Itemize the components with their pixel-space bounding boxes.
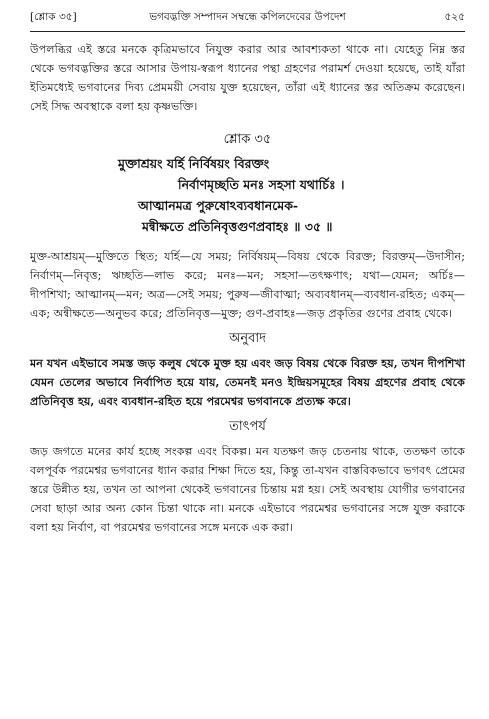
translation-heading: অনুবাদ — [229, 331, 266, 346]
page-number: ৫২৫ — [444, 11, 465, 23]
verse-line-2: নির্বাণমৃচ্ছতি মনঃ সহসা যথার্চিঃ । — [178, 177, 345, 192]
header-divider — [30, 31, 465, 32]
translation-text: মন যখন এইভাবে সমস্ত জড় কলুষ থেকে মুক্ত হয় এবং জড় বিষয় থেকে বিরক্ত হয়, তখন দীপশিখা যেমন তেলের অভাবে নির্বাপিত হয়ে যায়, তেমনই মনও ইন্দ্রিয়সমূহের বিষয় গ্রহণের প্রবাহ থেকে প্রতিনিবৃত্ত হয়, এবং ব্যবধান-রহিত হয়ে পরমেশ্বর ভগবানকে প্রত্যক্ষ করে। — [30, 356, 465, 408]
intro-paragraph: উপলব্ধির এই স্তরে মনকে কৃত্রিমভাবে নিযুক্ত করার আর আবশ্যকতা থাকে না। যেহেতু নিম্ন স্তর থেকে ভগবদ্ভক্তির স্তরে আসার উপায়-স্বরূপ ধ্যানের পন্থা গ্রহণের পরামর্শ দেওয়া হয়েছে, তাই যাঁরা ইতিমধ্যেই ভগবানের দিব্য প্রেমময়ী সেবায় যুক্ত হয়েছেন, তাঁরা এই ধ্যানের স্তর অতিক্রম করেছেন। সেই সিদ্ধ অবস্থাকে বলা হয় কৃষ্ণভক্তি। — [30, 43, 465, 113]
header-chapter-title: ভগবদ্ভক্তি সম্পাদন সম্বন্ধে কপিলদেবের উপদেশ — [149, 11, 346, 23]
header-verse-number: [শ্লোক ৩৫] — [30, 11, 77, 23]
purport-heading: তাৎপর্য — [229, 419, 266, 434]
verse-line-4: মন্বীক্ষতে প্রতিনিবৃত্তগুণপ্রবাহঃ ॥ ৩৫ ॥ — [142, 219, 333, 234]
running-header — [30, 10, 465, 31]
word-for-word-synonyms: মুক্ত-আশ্রয়ম্—মুক্তিতে স্থিত; যর্হি—যে সময়; নির্বিষয়ম্—বিষয় থেকে বিরক্ত; বিরক্তম্—উদাসীন; নির্বাণম্—নিবৃত্ত; ঋচ্ছতি—লাভ করে; মনঃ—মন; সহসা—তৎক্ষণাৎ; যথা—যেমন; অর্চিঃ—দীপশিখা; আত্মানম্—মন; অত্র—সেই সময়; পুরুষ—জীবাত্মা; অব্যবধানম্—ব্যবধান-রহিত; একম্—এক; অন্বীক্ষতে—অনুভব করে; প্রতিনিবৃত্ত—মুক্ত; গুণ-প্রবাহঃ—জড় প্রকৃতির গুণের প্রবাহ থেকে। — [30, 250, 465, 320]
verse-title: শ্লোক ৩৫ — [223, 132, 272, 147]
verse-line-1: মুক্তাশ্রয়ং যর্হি নির্বিষয়ং বিরক্তং — [118, 156, 270, 171]
purport-text: জড় জগতে মনের কার্য হচ্ছে সংকল্প এবং বিকল্প। মন যতক্ষণ জড় চেতনায় থাকে, ততক্ষণ তাকে বলপূর্বক পরমেশ্বর ভগবানের ধ্যান করার শিক্ষা দিতে হয়, কিন্তু তা-যখন বাস্তবিকভাবে ভগবৎ প্রেমের স্তরে উন্নীত হয়, তখন তা আপনা থেকেই ভগবানের চিন্তায় মগ্ন হয়। সেই অবস্থায় যোগীর ভগবানের সেবা ছাড়া আর অন্য কোন চিন্তা থাকে না। মনকে এইভাবে পরমেশ্বর ভগবানের সঙ্গে যুক্ত করাকে বলা হয় নির্বাণ, বা পরমেশ্বর ভগবানের সঙ্গে মনকে এক করা। — [30, 445, 465, 534]
verse-line-3: আত্মানমত্র পুরুষোঽব্যবধানমেক- — [138, 198, 299, 213]
